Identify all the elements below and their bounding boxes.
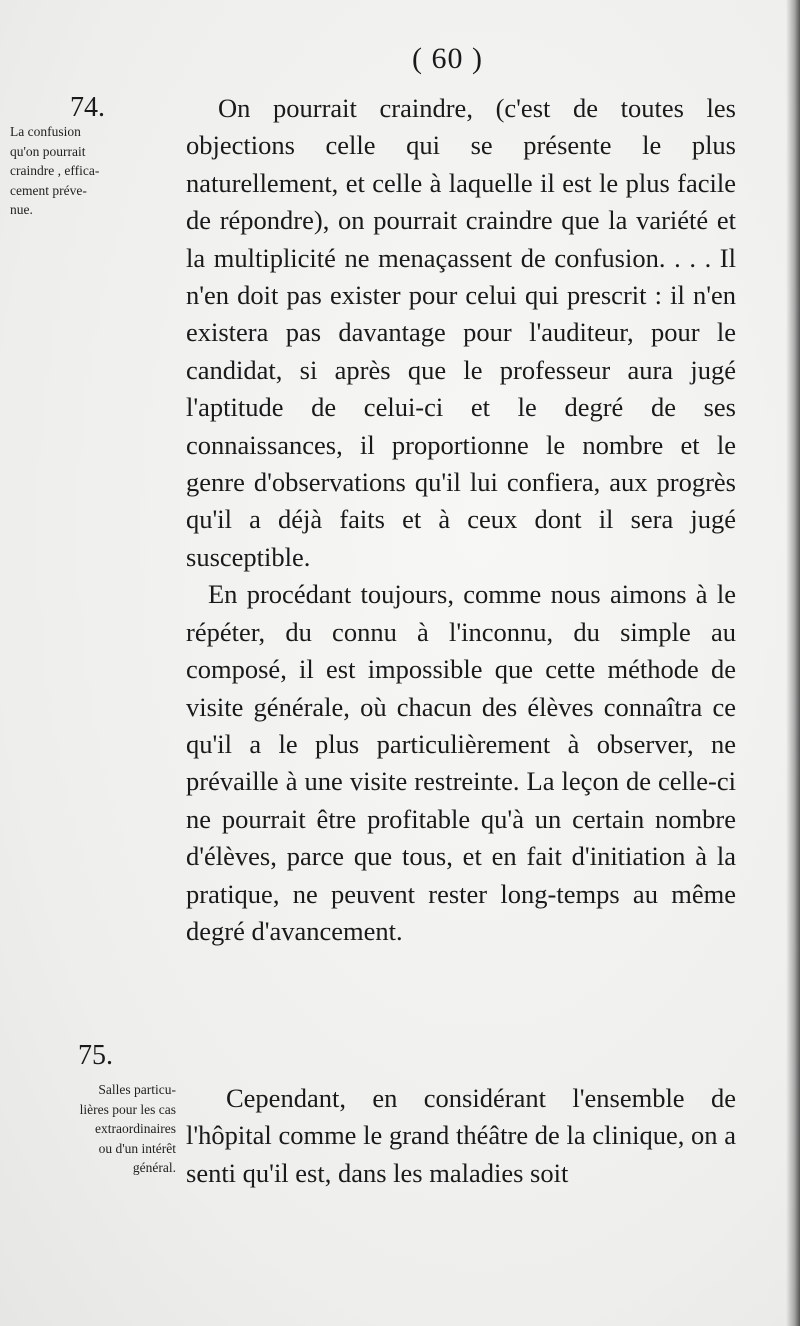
page-edge-shadow [786,0,800,1326]
margin-note-line: général. [132,1160,176,1175]
margin-note-number: 74. [70,92,105,123]
margin-note-line: ou d'un intérêt [98,1140,176,1156]
margin-note-line: La confusion [10,124,81,139]
margin-note-line: extraordinaires [95,1121,176,1136]
margin-note-line: nue. [10,202,33,217]
margin-note [10,122,180,220]
margin-note-number: 75. [78,1040,113,1071]
margin-note-line: cement préve- [10,182,87,198]
paragraph: En procédant toujours, comme nous aimons à le répéter, du connu à l'inconnu, du simple au composé, il est impossible que cette méthode de visite générale, où chacun des élèves connaîtra ce qu'il a le plus particulièrement à observer, ne prévaille à une visite restreinte. La leçon de celle-ci ne pourrait être profitable qu'à un certain nombre d'élèves, parce que tous, et en fait d'initiation à la pratique, ne peuvent rester long-temps au même degré d'avancement. [186,579,736,946]
margin-note [56,1080,176,1178]
main-text [186,90,736,1188]
margin-note-line: lières pour les cas [79,1101,176,1117]
margin-note-line: craindre , effica- [10,163,100,178]
paragraph: On pourrait craindre, (c'est de toutes les objections celle qui se présente le plus naturellement, et celle à laquelle il est le plus facile de répondre), on pourrait craindre que la variété et la multiplicité ne menaçassent de confusion. . . . Il n'en doit pas exister pour celui qui prescrit : il n'en existera pas davantage pour l'auditeur, pour le candidat, si après que le professeur aura jugé l'aptitude de celui-ci et le degré de ses connaissances, il proportionne le nombre et le genre d'observations qu'il lui confiera, aux progrès qu'il a déjà faits et à ceux dont il sera jugé susceptible. [186,93,736,572]
paragraph: Cependant, en considérant l'ensemble de l'hôpital comme le grand théâtre de la clinique, on a senti qu'il est, dans les maladies soit [186,1083,736,1188]
margin-note-line: qu'on pourrait [10,143,86,159]
margin-note-line: Salles particu- [98,1082,176,1097]
page-number: ( 60 ) [412,42,483,75]
